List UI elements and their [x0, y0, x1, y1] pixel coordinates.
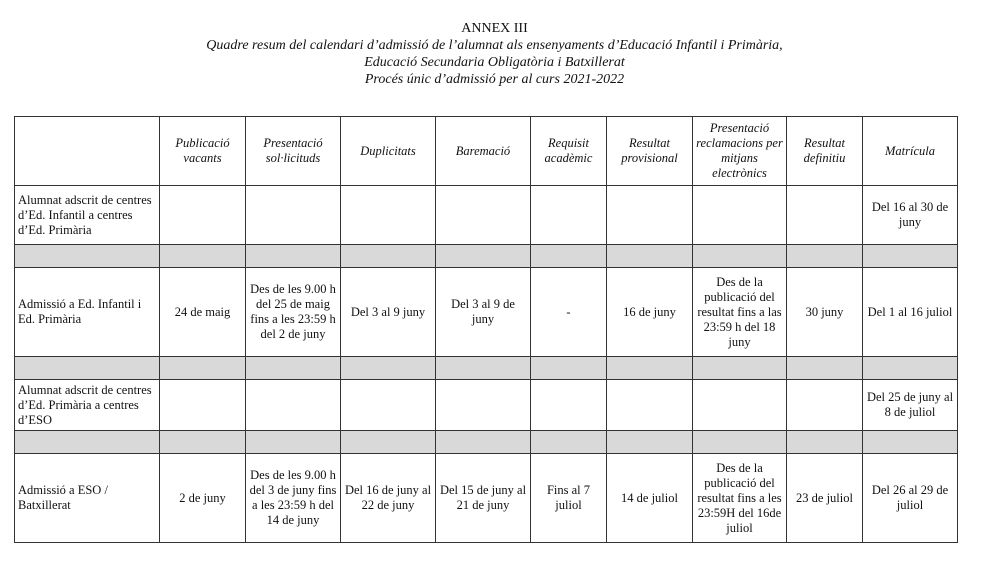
title-line-3: Procés únic d’admissió per al curs 2021-2022	[364, 72, 625, 87]
column-header: Baremació	[436, 117, 531, 186]
column-header: Matrícula	[863, 117, 958, 186]
table-cell: Del 25 de juny al 8 de juliol	[863, 380, 958, 431]
column-header: Presentació sol·licituds	[246, 117, 341, 186]
title-line-1: Quadre resum del calendari d’admissió de l’alumnat als ensenyaments d’Educació Infantil i Primària,	[206, 38, 783, 53]
table-cell: 23 de juliol	[787, 454, 863, 543]
table-row	[15, 268, 958, 357]
table-cell	[160, 186, 246, 245]
table-cell	[436, 186, 531, 245]
table-cell: Del 1 al 16 juliol	[863, 268, 958, 357]
column-header: Requisit acadèmic	[531, 117, 607, 186]
table-cell	[341, 186, 436, 245]
table-cell: 14 de juliol	[607, 454, 693, 543]
row-label: Alumnat adscrit de centres d’Ed. Primària a centres d’ESO	[15, 380, 160, 431]
table-cell	[246, 186, 341, 245]
table-cell: -	[531, 268, 607, 357]
column-header	[15, 117, 160, 186]
table-cell: 16 de juny	[607, 268, 693, 357]
table-cell	[246, 380, 341, 431]
table-cell	[160, 380, 246, 431]
row-label: Alumnat adscrit de centres d’Ed. Infantil a centres d’Ed. Primària	[15, 186, 160, 245]
separator-row	[15, 357, 958, 380]
table-cell: Des de les 9.00 h del 25 de maig fins a les 23:59 h del 2 de juny	[246, 268, 341, 357]
separator-row	[15, 431, 958, 454]
table-cell: 30 juny	[787, 268, 863, 357]
table-cell: 24 de maig	[160, 268, 246, 357]
table-row	[15, 454, 958, 543]
column-header: Resultat definitiu	[787, 117, 863, 186]
admission-calendar-table	[14, 116, 958, 543]
table-cell	[693, 380, 787, 431]
table-cell	[341, 380, 436, 431]
column-header: Presentació reclamacions per mitjans electrònics	[693, 117, 787, 186]
row-label: Admissió a Ed. Infantil i Ed. Primària	[15, 268, 160, 357]
title-line-2: Educació Secundaria Obligatòria i Batxillerat	[364, 55, 625, 70]
table-cell	[607, 380, 693, 431]
table-cell: Des de les 9.00 h del 3 de juny fins a les 23:59 h del 14 de juny	[246, 454, 341, 543]
table-cell	[531, 186, 607, 245]
table-cell: Del 3 al 9 juny	[341, 268, 436, 357]
table-cell	[531, 380, 607, 431]
table-cell: Fins al 7 juliol	[531, 454, 607, 543]
table-cell: Des de la publicació del resultat fins a las 23:59 h del 18 juny	[693, 268, 787, 357]
table-row	[15, 380, 958, 431]
separator-row	[15, 245, 958, 268]
table-cell: Del 16 de juny al 22 de juny	[341, 454, 436, 543]
document-header	[0, 20, 989, 88]
header-row	[15, 117, 958, 186]
table-cell: Del 26 al 29 de juliol	[863, 454, 958, 543]
table-cell	[607, 186, 693, 245]
table-cell	[436, 380, 531, 431]
table-cell	[787, 380, 863, 431]
table-cell: Del 3 al 9 de juny	[436, 268, 531, 357]
annex-title: ANNEX III	[461, 21, 528, 36]
table-cell: 2 de juny	[160, 454, 246, 543]
table-cell	[787, 186, 863, 245]
table-cell: Del 16 al 30 de juny	[863, 186, 958, 245]
column-header: Publicació vacants	[160, 117, 246, 186]
table-row	[15, 186, 958, 245]
row-label: Admissió a ESO / Batxillerat	[15, 454, 160, 543]
table-cell: Del 15 de juny al 21 de juny	[436, 454, 531, 543]
column-header: Resultat provisional	[607, 117, 693, 186]
table-cell	[693, 186, 787, 245]
column-header: Duplicitats	[341, 117, 436, 186]
table-cell: Des de la publicació del resultat fins a les 23:59H del 16de juliol	[693, 454, 787, 543]
